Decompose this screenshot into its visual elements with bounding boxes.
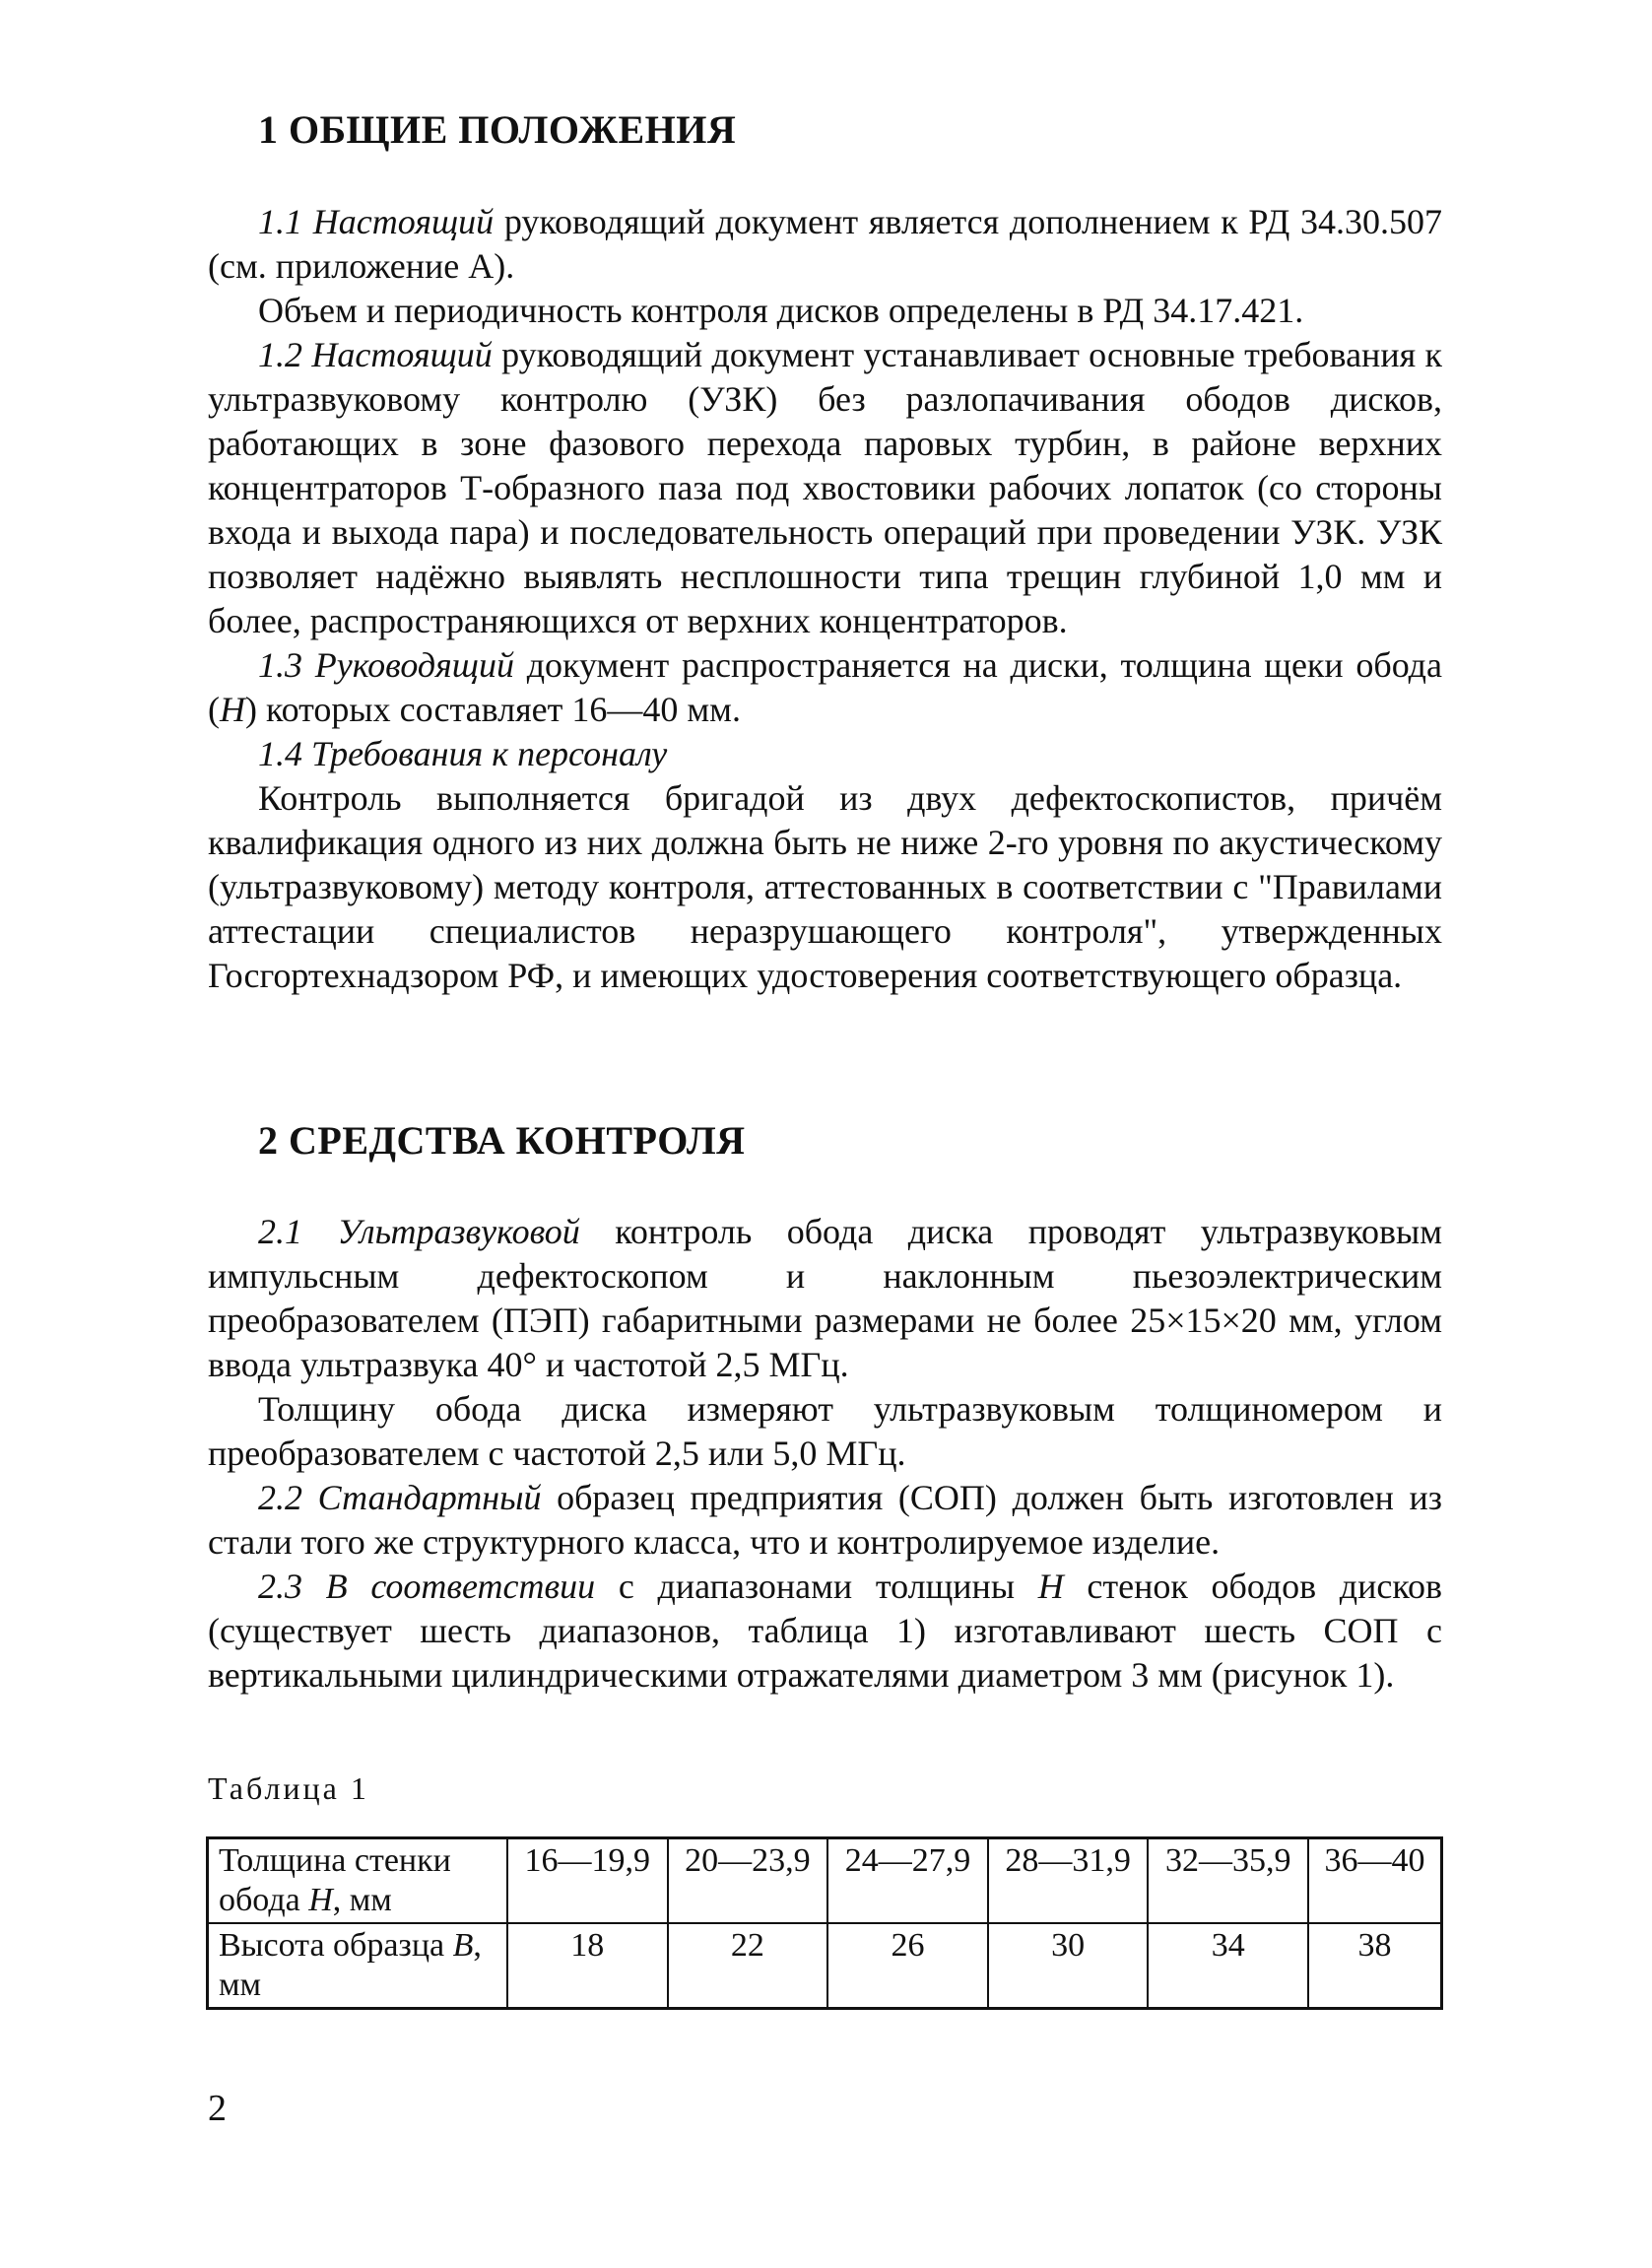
table-cell: 36—40	[1308, 1838, 1441, 1924]
table-cell: 20—23,9	[668, 1838, 828, 1924]
paragraph-1-3	[208, 643, 1442, 732]
section-1-body	[208, 200, 1442, 998]
table-caption: Таблица 1	[208, 1770, 369, 1806]
clause-number: 2.1 Ультразвуковой	[258, 1212, 580, 1251]
clause-text: образец предприятия (СОП) должен быть изготовлен из стали того же структурного класса, что и контролируемое изделие.	[208, 1478, 1442, 1562]
clause-text: с диапазонами толщины	[595, 1567, 1038, 1606]
symbol-b: B	[452, 1927, 474, 1964]
table-row	[208, 1923, 1442, 2009]
clause-text: руководящий документ является дополнением к РД 34.30.507 (см. приложение А).	[208, 202, 1442, 286]
clause-number: 1.3 Руководящий	[258, 645, 514, 685]
symbol-h: H	[308, 1882, 333, 1918]
paragraph-1-1	[208, 200, 1442, 289]
clause-number: 2.2 Стандартный	[258, 1478, 542, 1517]
clause-number: 1.1 Настоящий	[258, 202, 495, 241]
paragraph-2-1	[208, 1210, 1442, 1387]
table-cell: 18	[507, 1923, 668, 2009]
paragraph-2-1b: Толщину обода диска измеряют ультразвуковым толщиномером и преобразователем с частотой 2,5 или 5,0 МГц.	[208, 1389, 1442, 1473]
paragraph-1-4b: Контроль выполняется бригадой из двух дефектоскопистов, причём квалификация одного из них должна быть не ниже 2-го уровня по акустическому (ультразвуковому) методу контроля, аттестованных в соответствии с "Правилами аттестации специалистов неразрушающего контроля", утвержденных Госгортехнадзором РФ, и имеющих удостоверения соответствующего образца.	[208, 778, 1442, 995]
paragraph-2-2	[208, 1476, 1442, 1565]
symbol-h: H	[220, 690, 245, 729]
section-2-heading: 2 СРЕДСТВА КОНТРОЛЯ	[258, 1118, 746, 1163]
table-cell: 24—27,9	[827, 1838, 988, 1924]
paragraph-1-4	[208, 732, 1442, 776]
section-1-heading: 1 ОБЩИЕ ПОЛОЖЕНИЯ	[258, 107, 737, 152]
clause-text: руководящий документ устанавливает основные требования к ультразвуковому контролю (УЗК) без разлопачивания ободов дисков, работающих в зоне фазового перехода паровых турбин, в районе верхних концентраторов Т-образного паза под хвостовики рабочих лопаток (со стороны входа и выхода пара) и последовательность операций при проведении УЗК. УЗК позволяет надёжно выявлять несплошности типа трещин глубиной 1,0 мм и более, распространяющихся от верхних концентраторов.	[208, 335, 1442, 640]
clause-number: 2.3 В соответствии	[258, 1567, 596, 1606]
row-label-height: Высота образца B, мм	[208, 1923, 508, 2009]
table-cell: 38	[1308, 1923, 1441, 2009]
symbol-h: H	[1037, 1567, 1064, 1606]
table-row	[208, 1838, 1442, 1924]
paragraph-2-3	[208, 1565, 1442, 1698]
clause-text: документ распространяется на диски, толщина щеки обода (	[208, 645, 1442, 729]
clause-number: 1.2 Настоящий	[258, 335, 493, 374]
page-number: 2	[208, 2088, 227, 2129]
paragraph-1-1b: Объем и периодичность контроля дисков определены в РД 34.17.421.	[258, 291, 1304, 330]
table-cell: 32—35,9	[1148, 1838, 1308, 1924]
clause-text: контроль обода диска проводят ультразвуковым импульсным дефектоскопом и наклонным пьезоэлектрическим преобразователем (ПЭП) габаритными размерами не более 25×15×20 мм, углом ввода ультразвука 40° и частотой 2,5 МГц.	[208, 1212, 1442, 1384]
table-cell: 22	[668, 1923, 828, 2009]
table-cell: 34	[1148, 1923, 1308, 2009]
thickness-table	[206, 1836, 1443, 2010]
section-2-body	[208, 1210, 1442, 1698]
table-cell: 30	[988, 1923, 1149, 2009]
clause-text: стенок ободов дисков (существует шесть диапазонов, таблица 1) изготавливают шесть СОП с вертикальными цилиндрическими отражателями диаметром 3 мм (рисунок 1).	[208, 1567, 1443, 1695]
paragraph-1-2	[208, 333, 1442, 643]
clause-text: ) которых составляет 16—40 мм.	[245, 690, 741, 729]
table-cell: 16—19,9	[507, 1838, 668, 1924]
row-label-thickness: Толщина стенки обода H, мм	[208, 1838, 508, 1924]
clause-title: 1.4 Требования к персоналу	[258, 734, 668, 773]
table-cell: 26	[827, 1923, 988, 2009]
table-cell: 28—31,9	[988, 1838, 1149, 1924]
